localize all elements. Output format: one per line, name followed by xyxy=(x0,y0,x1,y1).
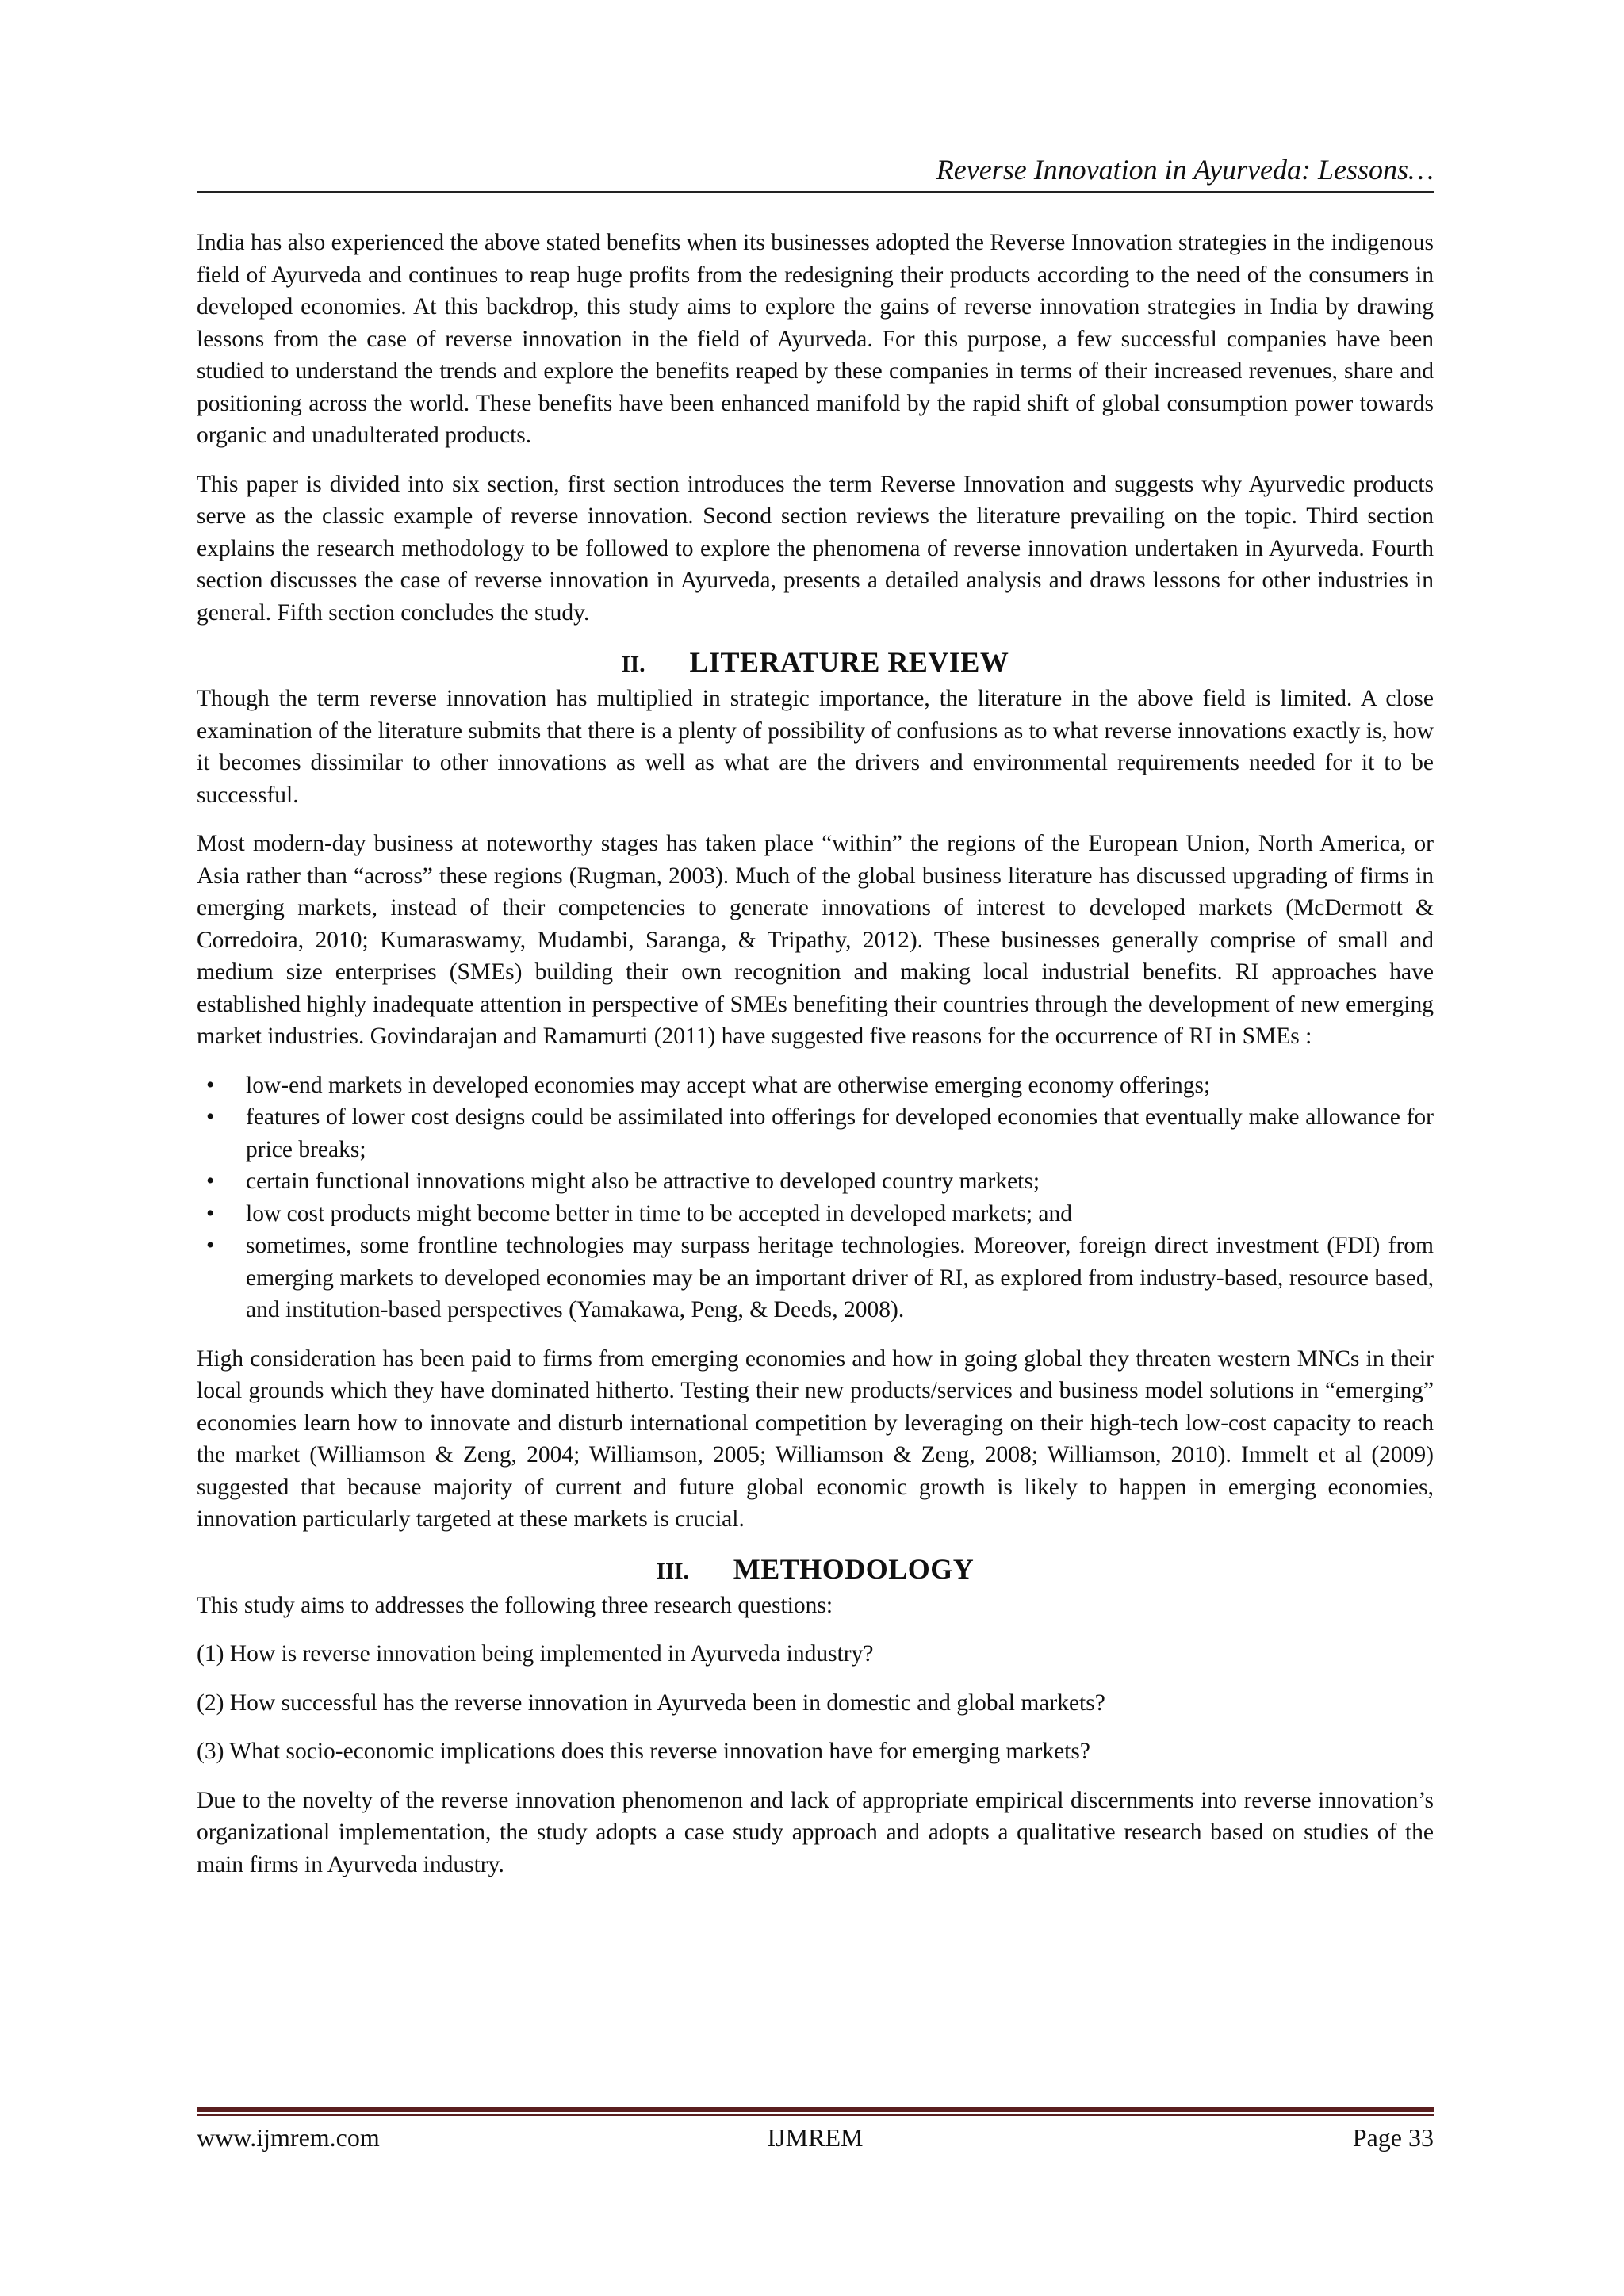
bullet-icon: • xyxy=(206,1072,215,1098)
paragraph-approach: Due to the novelty of the reverse innovation phenomenon and lack of appropriate empirical discernments into reverse innovation’s organizational implementation, the study adopts a case study approach and adopts a qualitative research based on studies of the main firms in Ayurveda industry. xyxy=(197,1787,1434,1877)
reasons-list xyxy=(197,1070,1434,1326)
header-rule xyxy=(197,191,1434,193)
section-heading-methodology xyxy=(197,1552,1434,1588)
bullet-icon: • xyxy=(206,1169,215,1194)
paragraph-emerging-firms: High consideration has been paid to firms from emerging economies and how in going global they threaten western MNCs in their local grounds which they have dominated hitherto. Testing their new products/services and business model solutions in “emerging” economies learn how to innovate and disturb international competition by leveraging on their high-tech low-cost capacity to reach the market (Williamson & Zeng, 2004; Williamson, 2005; Williamson & Zeng, 2008; Williamson, 2010). Immelt et al (2009) suggested that because majority of current and future global economic growth is likely to happen in emerging economies, innovation particularly targeted at these markets is crucial. xyxy=(197,1345,1434,1532)
list-item: • low cost products might become better in time to be accepted in developed markets; and xyxy=(197,1198,1434,1230)
paragraph-research-questions-intro: This study aims to addresses the following three research questions: xyxy=(197,1592,833,1618)
section-heading-literature-review xyxy=(197,645,1434,681)
footer-page-number: Page 33 xyxy=(1352,2123,1434,2152)
paragraph-intro-benefits: India has also experienced the above stated benefits when its businesses adopted the Reverse Innovation strategies in the indigenous field of Ayurveda and continues to reap huge profits from the redesigning their products according to the need of the consumers in developed economies. At this backdrop, this study aims to explore the gains of reverse innovation strategies in India by drawing lessons from the case of reverse innovation in the field of Ayurveda. For this purpose, a few successful companies have been studied to understand the trends and explore the benefits reaped by these companies in terms of their increased revenues, share and positioning across the world. These benefits have been enhanced manifold by the rapid shift of global consumption power towards organic and unadulterated products. xyxy=(197,230,1434,448)
footer-journal: IJMREM xyxy=(767,2123,864,2152)
body-text xyxy=(197,227,1434,1897)
footer-website: www.ijmrem.com xyxy=(197,2123,380,2152)
list-item: • certain functional innovations might also be attractive to developed country markets; xyxy=(197,1165,1434,1198)
footer-rule xyxy=(197,2107,1434,2112)
bullet-icon: • xyxy=(206,1200,215,1226)
section-title: LITERATURE REVIEW xyxy=(689,646,1009,678)
research-question-2: (2) How successful has the reverse innovation in Ayurveda been in domestic and global markets? xyxy=(197,1689,1105,1716)
paragraph-paper-structure: This paper is divided into six section, first section introduces the term Reverse Innovation and suggests why Ayurvedic products serve as the classic example of reverse innovation. Second section reviews the literature prevailing on the topic. Third section explains the research methodology to be followed to explore the phenomena of reverse innovation undertaken in Ayurveda. Fourth section discusses the case of reverse innovation in Ayurveda, presents a detailed analysis and draws lessons for other industries in general. Fifth section concludes the study. xyxy=(197,471,1434,626)
paragraph-lit-business: Most modern-day business at noteworthy stages has taken place “within” the regions of the European Union, North America, or Asia rather than “across” these regions (Rugman, 2003). Much of the global business literature has discussed upgrading of firms in emerging markets, instead of their competencies to generate innovations of interest to developed markets (McDermott & Corredoira, 2010; Kumaraswamy, Mudambi, Saranga, & Tripathy, 2012). These businesses generally comprise of small and medium size enterprises (SMEs) building their own recognition and making local industrial benefits. RI approaches have established highly inadequate attention in perspective of SMEs benefiting their countries through the development of new emerging market industries. Govindarajan and Ramamurti (2011) have suggested five reasons for the occurrence of RI in SMEs : xyxy=(197,831,1434,1049)
running-header: Reverse Innovation in Ayurveda: Lessons… xyxy=(936,154,1434,186)
section-number: III. xyxy=(656,1558,689,1584)
research-question-1: (1) How is reverse innovation being implemented in Ayurveda industry? xyxy=(197,1641,874,1667)
list-item: • features of lower cost designs could be assimilated into offerings for developed economies that eventually make allowance for price breaks; xyxy=(197,1101,1434,1165)
paragraph-lit-intro: Though the term reverse innovation has multiplied in strategic importance, the literature in the above field is limited. A close examination of the literature submits that there is a plenty of possibility of confusions as to what reverse innovations exactly is, how it becomes dissimilar to other innovations as well as what are the drivers and environmental requirements needed for it to be successful. xyxy=(197,686,1434,808)
list-item: • low-end markets in developed economies may accept what are otherwise emerging economy offerings; xyxy=(197,1070,1434,1102)
research-question-3: (3) What socio-economic implications does this reverse innovation have for emerging markets? xyxy=(197,1739,1090,1764)
section-title: METHODOLOGY xyxy=(733,1552,975,1585)
list-item: • sometimes, some frontline technologies may surpass heritage technologies. Moreover, foreign direct investment (FDI) from emerging markets to developed economies may be an important driver of RI, as explored from industry-based, resource based, and institution-based perspectives (Yamakawa, Peng, & Deeds, 2008). xyxy=(197,1230,1434,1326)
section-number: II. xyxy=(621,652,645,677)
bullet-icon: • xyxy=(206,1233,215,1258)
bullet-icon: • xyxy=(206,1104,215,1130)
footer-rule-thin xyxy=(197,2114,1434,2116)
